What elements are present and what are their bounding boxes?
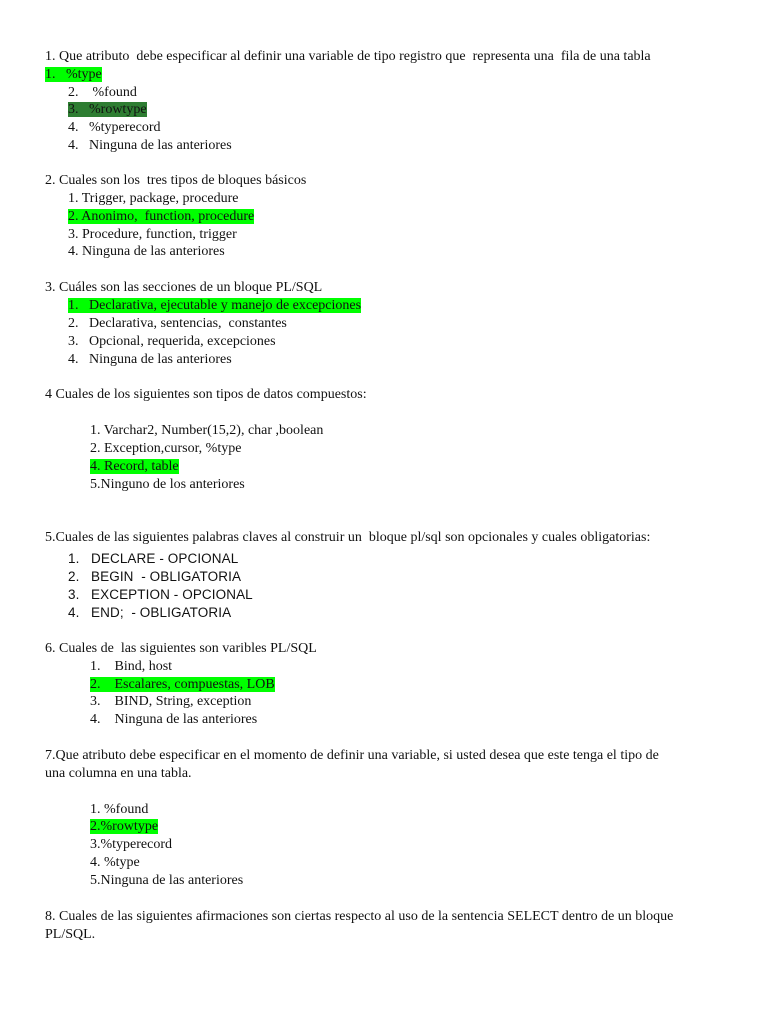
q7-option-4: 4. %type xyxy=(90,855,140,870)
question-7-text-line-2: una columna en una tabla. xyxy=(45,766,192,781)
question-3-text: 3. Cuáles son las secciones de un bloque PL/SQL xyxy=(45,280,323,295)
q5-option-1: 1. DECLARE - OPCIONAL xyxy=(68,551,239,566)
q4-option-2: 2. Exception,cursor, %type xyxy=(90,441,242,456)
q5-option-3: 3. EXCEPTION - OPCIONAL xyxy=(68,587,253,602)
q1-option-3 xyxy=(68,101,147,118)
q7-option-3: 3.%typerecord xyxy=(90,837,173,852)
q5-option-4: 4. END; - OBLIGATORIA xyxy=(68,605,232,620)
q3-option-3: 3. Opcional, requerida, excepciones xyxy=(68,334,276,349)
q6-option-4: 4. Ninguna de las anteriores xyxy=(90,712,258,727)
q2-option-2 xyxy=(68,208,254,225)
q4-option-3-highlight: 4. Record, table xyxy=(90,459,179,474)
q3-option-1 xyxy=(68,297,361,314)
question-8-text-line-2: PL/SQL. xyxy=(45,927,96,942)
q1-option-3-highlight: 3. %rowtype xyxy=(68,102,147,117)
q7-option-2-highlight: 2.%rowtype xyxy=(90,819,159,834)
question-8-text-line-1: 8. Cuales de las siguientes afirmaciones son ciertas respecto al uso de la sentencia SELECT dentro de un bloque xyxy=(45,909,674,924)
q7-option-2 xyxy=(90,818,158,835)
q2-option-3: 3. Procedure, function, trigger xyxy=(68,227,237,242)
q6-option-2-highlight: 2. Escalares, compuestas, LOB xyxy=(90,677,275,692)
question-5-text: 5.Cuales de las siguientes palabras claves al construir un bloque pl/sql son opcionales y cuales obligatorias: xyxy=(45,530,651,545)
q4-option-4: 5.Ninguno de los anteriores xyxy=(90,477,245,492)
question-6-text: 6. Cuales de las siguientes son varibles PL/SQL xyxy=(45,641,317,656)
q6-option-2 xyxy=(90,676,275,693)
q1-option-5: 4. Ninguna de las anteriores xyxy=(68,138,232,153)
q1-option-1-highlight: 1. %type xyxy=(45,67,102,82)
q2-option-1: 1. Trigger, package, procedure xyxy=(68,191,239,206)
q2-option-2-highlight: 2. Anonimo, function, procedure xyxy=(68,209,255,224)
q1-option-1 xyxy=(45,66,102,83)
q6-option-3: 3. BIND, String, exception xyxy=(90,694,252,709)
q7-option-5: 5.Ninguna de las anteriores xyxy=(90,873,244,888)
q1-option-2: 2. %found xyxy=(68,85,137,100)
q3-option-2: 2. Declarativa, sentencias, constantes xyxy=(68,316,287,331)
question-1-text: 1. Que atributo debe especificar al definir una variable de tipo registro que representa una fila de una tabla xyxy=(45,49,651,64)
q3-option-4: 4. Ninguna de las anteriores xyxy=(68,352,232,367)
q2-option-4: 4. Ninguna de las anteriores xyxy=(68,244,225,259)
q1-option-4: 4. %typerecord xyxy=(68,120,161,135)
q6-option-1: 1. Bind, host xyxy=(90,659,173,674)
q5-option-2: 2. BEGIN - OBLIGATORIA xyxy=(68,569,242,584)
question-4-text: 4 Cuales de los siguientes son tipos de datos compuestos: xyxy=(45,387,367,402)
question-2-text: 2. Cuales son los tres tipos de bloques básicos xyxy=(45,173,307,188)
q3-option-1-highlight: 1. Declarativa, ejecutable y manejo de excepciones xyxy=(68,298,362,313)
q4-option-1: 1. Varchar2, Number(15,2), char ,boolean xyxy=(90,423,324,438)
question-7-text-line-1: 7.Que atributo debe especificar en el momento de definir una variable, si usted desea que este tenga el tipo de xyxy=(45,748,659,763)
q4-option-3 xyxy=(90,458,179,475)
q7-option-1: 1. %found xyxy=(90,802,149,817)
